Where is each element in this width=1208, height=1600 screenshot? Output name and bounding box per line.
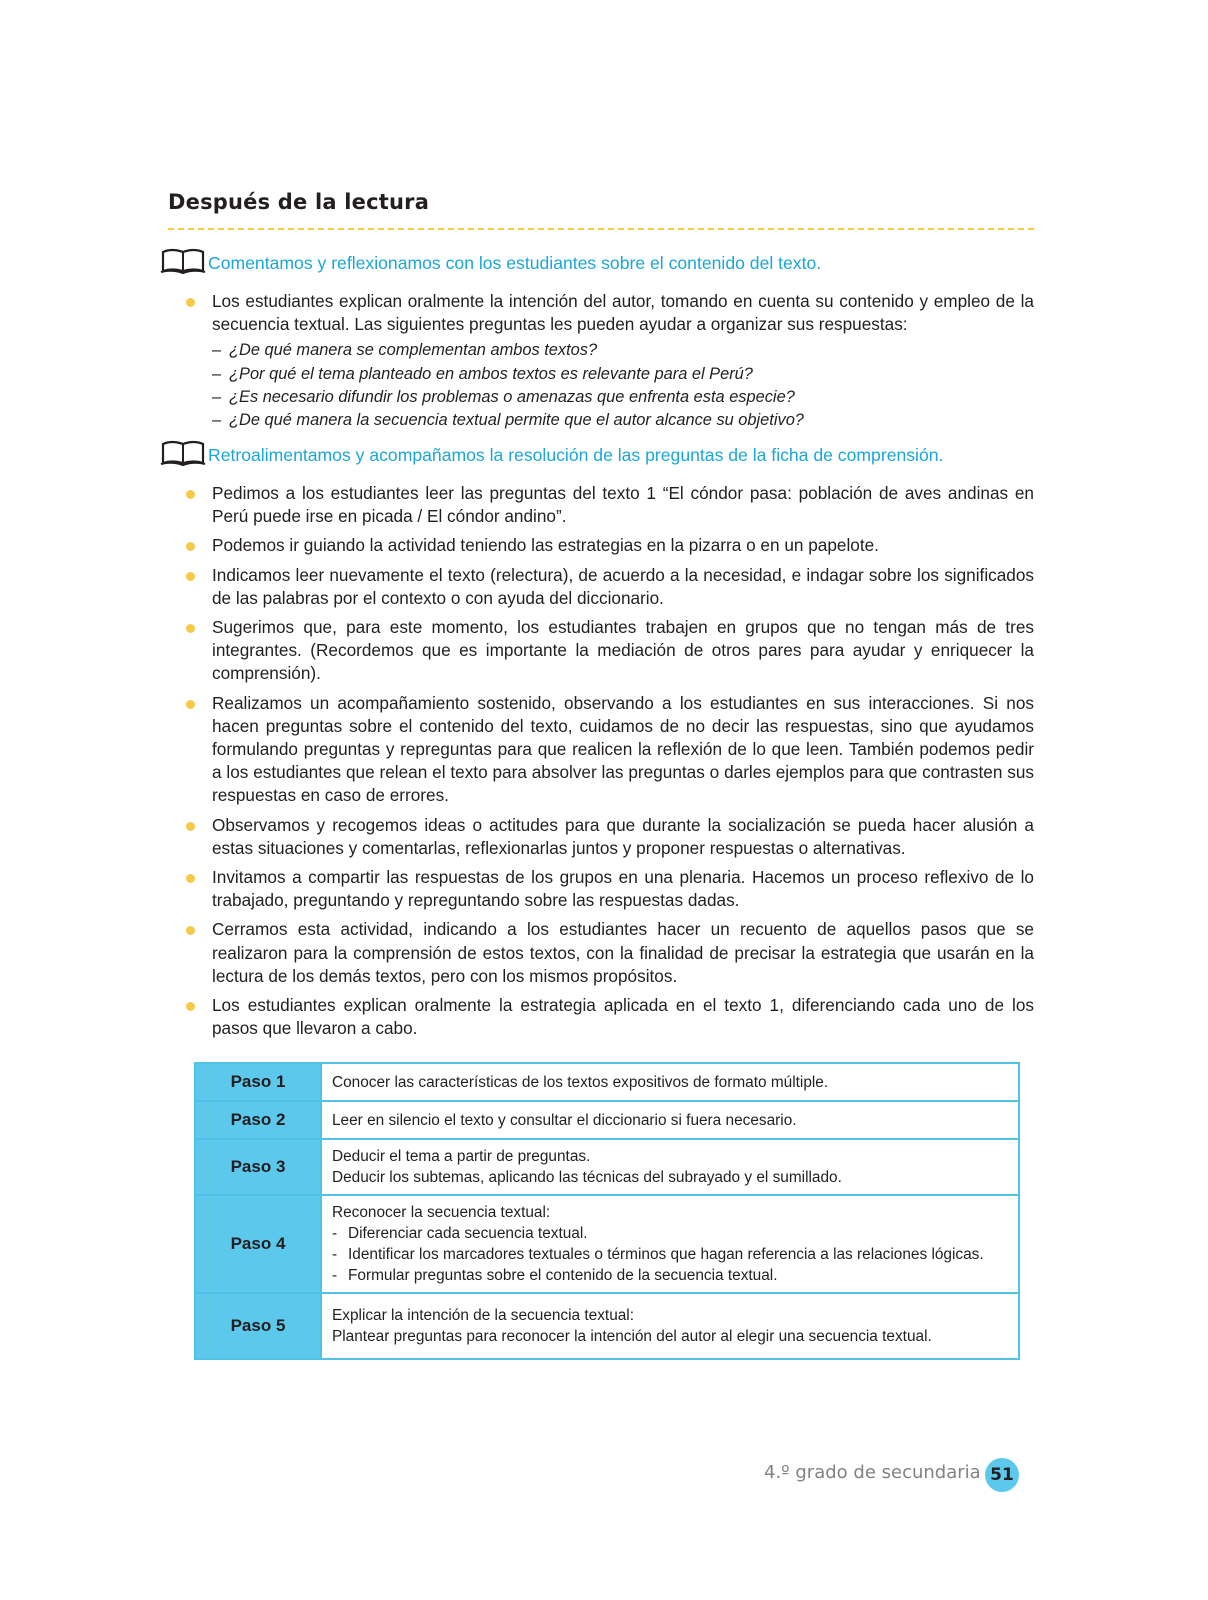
page-number-badge: 51 bbox=[985, 1458, 1019, 1492]
question-list bbox=[212, 339, 1034, 432]
subheading-feedback bbox=[160, 440, 943, 466]
step-label: Paso 1 bbox=[195, 1063, 321, 1101]
list-item: Observamos y recogemos ideas o actitudes para que durante la socialización se pueda hacer alusión a estas situaciones y comentarlas, reflexionarlas juntos y proponer respuestas o alternativas. bbox=[186, 814, 1034, 860]
dashed-divider bbox=[168, 228, 1034, 230]
list-item: Podemos ir guiando la actividad teniendo las estrategias en la pizarra o en un papelote. bbox=[186, 534, 1034, 557]
step-description: Reconocer la secuencia textual: - Diferenciar cada secuencia textual. - Identificar los marcadores textuales o términos que hagan referencia a las relaciones lógicas. - Formular preguntas sobre el contenido de la secuencia textual. bbox=[321, 1195, 1019, 1293]
bullet-dot bbox=[186, 700, 195, 709]
subheading-text: Comentamos y reflexionamos con los estudiantes sobre el contenido del texto. bbox=[208, 253, 822, 273]
step-description: Explicar la intención de la secuencia textual: Plantear preguntas para reconocer la intención del autor al elegir una secuencia textual. bbox=[321, 1293, 1019, 1359]
bullet-dot bbox=[186, 490, 195, 499]
bullet-dot bbox=[186, 298, 195, 307]
table-row bbox=[195, 1293, 1019, 1359]
question-item: – ¿De qué manera se complementan ambos textos? bbox=[212, 341, 598, 360]
bullet-dot bbox=[186, 822, 195, 831]
list-item: Realizamos un acompañamiento sostenido, observando a los estudiantes en sus interacciones. Si nos hacen preguntas sobre el contenido del texto, cuidamos de no decir las respuestas, sino que ayudamos formulando preguntas y repreguntas para que realicen la reflexión de lo que leen. También podemos pedir a los estudiantes que relean el texto para absolver las preguntas o darles ejemplos para que contrasten sus respuestas en caso de errores. bbox=[186, 692, 1034, 808]
bullet-list-1 bbox=[186, 290, 1034, 438]
list-item: Los estudiantes explican oralmente la estrategia aplicada en el texto 1, diferenciando cada uno de los pasos que llevaron a cabo. bbox=[186, 994, 1034, 1040]
list-item: Invitamos a compartir las respuestas de los grupos en una plenaria. Hacemos un proceso reflexivo de lo trabajado, preguntando y repreguntando sobre las respuestas dadas. bbox=[186, 866, 1034, 912]
open-book-icon bbox=[160, 248, 206, 274]
bullet-dot bbox=[186, 624, 195, 633]
bullet-dot bbox=[186, 926, 195, 935]
step-description: Leer en silencio el texto y consultar el diccionario si fuera necesario. bbox=[321, 1101, 1019, 1139]
question-item: – ¿De qué manera la secuencia textual permite que el autor alcance su objetivo? bbox=[212, 411, 804, 430]
bullet-dot bbox=[186, 1002, 195, 1011]
bullet-dot bbox=[186, 572, 195, 581]
bullet-dot bbox=[186, 542, 195, 551]
bullet-text: Los estudiantes explican oralmente la intención del autor, tomando en cuenta su contenido y empleo de la secuencia textual. Las siguientes preguntas les pueden ayudar a organizar sus respuestas: bbox=[212, 291, 1034, 335]
steps-table bbox=[194, 1062, 1020, 1360]
step-label: Paso 4 bbox=[195, 1195, 321, 1293]
step-label: Paso 5 bbox=[195, 1293, 321, 1359]
open-book-icon bbox=[160, 440, 206, 466]
list-item: Sugerimos que, para este momento, los estudiantes trabajen en grupos que no tengan más de tres integrantes. (Recordemos que es importante la mediación de otros pares para ayudar y enriquecer la comprensión). bbox=[186, 616, 1034, 686]
table-row bbox=[195, 1139, 1019, 1195]
list-item: Cerramos esta actividad, indicando a los estudiantes hacer un recuento de aquellos pasos que se realizaron para la comprensión de estos textos, con la finalidad de precisar la estrategia que usarán en la lectura de los demás textos, pero con los mismos propósitos. bbox=[186, 918, 1034, 988]
list-item bbox=[186, 290, 1034, 432]
bullet-dot bbox=[186, 874, 195, 883]
step-description: Conocer las características de los textos expositivos de formato múltiple. bbox=[321, 1063, 1019, 1101]
section-title: Después de la lectura bbox=[168, 190, 430, 214]
footer-grade: 4.º grado de secundaria bbox=[764, 1462, 981, 1483]
step-label: Paso 3 bbox=[195, 1139, 321, 1195]
bullet-list-2 bbox=[186, 482, 1034, 1046]
step-label: Paso 2 bbox=[195, 1101, 321, 1139]
question-item: – ¿Por qué el tema planteado en ambos textos es relevante para el Perú? bbox=[212, 364, 753, 383]
subheading-comment bbox=[160, 248, 821, 274]
question-item: – ¿Es necesario difundir los problemas o amenazas que enfrenta esta especie? bbox=[212, 387, 795, 406]
table-row bbox=[195, 1101, 1019, 1139]
table-row bbox=[195, 1063, 1019, 1101]
table-row bbox=[195, 1195, 1019, 1293]
list-item: Indicamos leer nuevamente el texto (relectura), de acuerdo a la necesidad, e indagar sobre los significados de las palabras por el contexto o con ayuda del diccionario. bbox=[186, 564, 1034, 610]
subheading-text: Retroalimentamos y acompañamos la resolución de las preguntas de la ficha de comprensión. bbox=[208, 445, 944, 465]
list-item: Pedimos a los estudiantes leer las preguntas del texto 1 “El cóndor pasa: población de aves andinas en Perú puede irse en picada / El cóndor andino”. bbox=[186, 482, 1034, 528]
step-description: Deducir el tema a partir de preguntas. Deducir los subtemas, aplicando las técnicas del subrayado y el sumillado. bbox=[321, 1139, 1019, 1195]
